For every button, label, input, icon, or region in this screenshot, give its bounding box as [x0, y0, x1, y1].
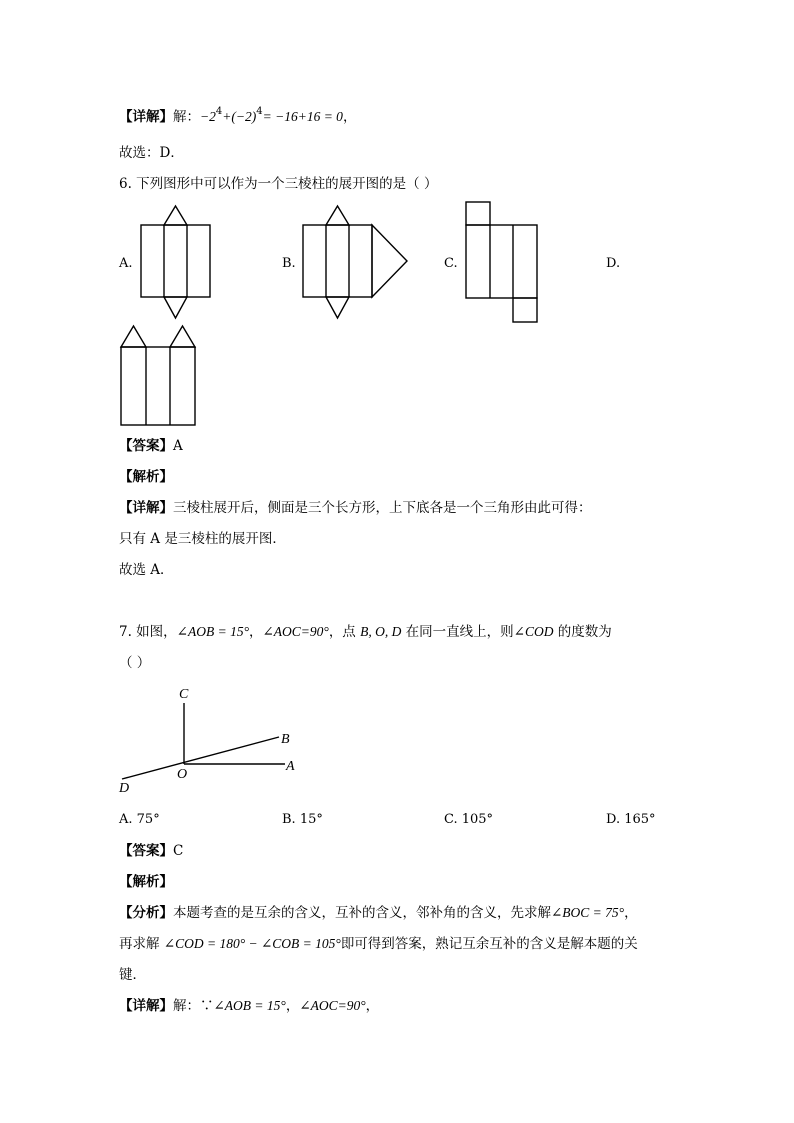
detail-prefix: 解：	[173, 109, 200, 125]
label-b: B	[281, 732, 290, 747]
label-c: C	[179, 687, 189, 702]
q7-tail: 的度数为	[553, 624, 612, 640]
detail-text: 三棱柱展开后，侧面是三个长方形，上下底各是一个三角形由此可得：	[173, 500, 592, 516]
q7-end: 在同一直线上，则	[401, 624, 514, 640]
punct: ，	[342, 109, 357, 125]
line-dob	[122, 737, 279, 779]
label-a: A	[286, 759, 295, 774]
points: B, O, D	[360, 624, 402, 639]
angle-aob: ∠AOB = 15°	[213, 998, 286, 1013]
q6-question: 6. 下列图形中可以作为一个三棱柱的展开图的是（ ）	[119, 176, 438, 192]
answer-tag: 【答案】	[119, 843, 173, 859]
math-result: = −16+16 = 0	[262, 109, 343, 124]
angle-aoc: ∠AOC=90°	[262, 624, 329, 639]
math-term: −2	[200, 109, 216, 124]
q7-answer	[119, 841, 183, 861]
q7-option-a: A. 75°	[119, 812, 160, 827]
q7-detail	[119, 996, 379, 1016]
angle-aoc: ∠AOC=90°	[299, 998, 366, 1013]
exponent: 4	[256, 106, 263, 117]
detail-tag: 【详解】	[119, 109, 173, 125]
q7-mid: ，点	[328, 624, 361, 640]
q6-conclusion: 故选 A．	[119, 562, 174, 578]
q6-option-c-label: C.	[444, 256, 458, 271]
label-o: O	[177, 767, 188, 782]
answer-value: A	[173, 438, 183, 454]
punct: ，	[285, 998, 300, 1014]
answer-value: C	[173, 843, 184, 859]
q7-paren: （ ）	[119, 655, 151, 671]
q7-analysis-tag: 【解析】	[119, 874, 173, 890]
q7-analysis-line1	[119, 903, 638, 923]
detail-prefix: 解：∵	[173, 998, 214, 1014]
q7-option-d: D. 165°	[606, 812, 656, 827]
angle-boc: ∠BOC = 75°	[551, 905, 625, 920]
punct: ，	[624, 905, 638, 921]
q7-option-c: C. 105°	[444, 812, 494, 827]
q6-option-b-label: B.	[282, 256, 296, 271]
exponent: 4	[215, 106, 223, 117]
angle-cod-calc: ∠COD = 180° − ∠COB = 105°	[163, 936, 341, 951]
q5-conclusion: 故选：D．	[119, 145, 184, 161]
angle-cod: ∠COD	[513, 624, 554, 639]
detail-tag: 【详解】	[119, 500, 173, 516]
analysis-suffix: 即可得到答案，熟记互余互补的含义是解本题的关	[340, 936, 638, 952]
q6-detail2: 只有 A 是三棱柱的展开图．	[119, 531, 286, 547]
math-term: (−2)	[231, 109, 257, 124]
math-plus: +	[222, 109, 232, 124]
punct: ，	[365, 998, 380, 1014]
q7-prefix: 7. 如图，	[119, 624, 177, 640]
angle-aob: ∠AOB = 15°	[176, 624, 249, 639]
label-d: D	[119, 781, 130, 796]
q7-option-b: B. 15°	[282, 812, 323, 827]
q6-analysis-tag: 【解析】	[119, 469, 173, 485]
q6-option-a-label: A.	[119, 256, 133, 271]
q7-analysis-line3: 键．	[119, 967, 146, 983]
analysis-text: 本题考查的是互余的含义，互补的含义，邻补角的含义，先求解	[173, 905, 551, 921]
detail-tag: 【详解】	[119, 998, 173, 1014]
analysis-prefix: 再求解	[119, 936, 164, 952]
answer-tag: 【答案】	[119, 438, 173, 454]
q7-analysis-line2	[119, 934, 638, 954]
punct: ，	[248, 624, 263, 640]
q6-option-d-label: D.	[606, 256, 621, 271]
analysis-sub-tag: 【分析】	[119, 905, 173, 921]
